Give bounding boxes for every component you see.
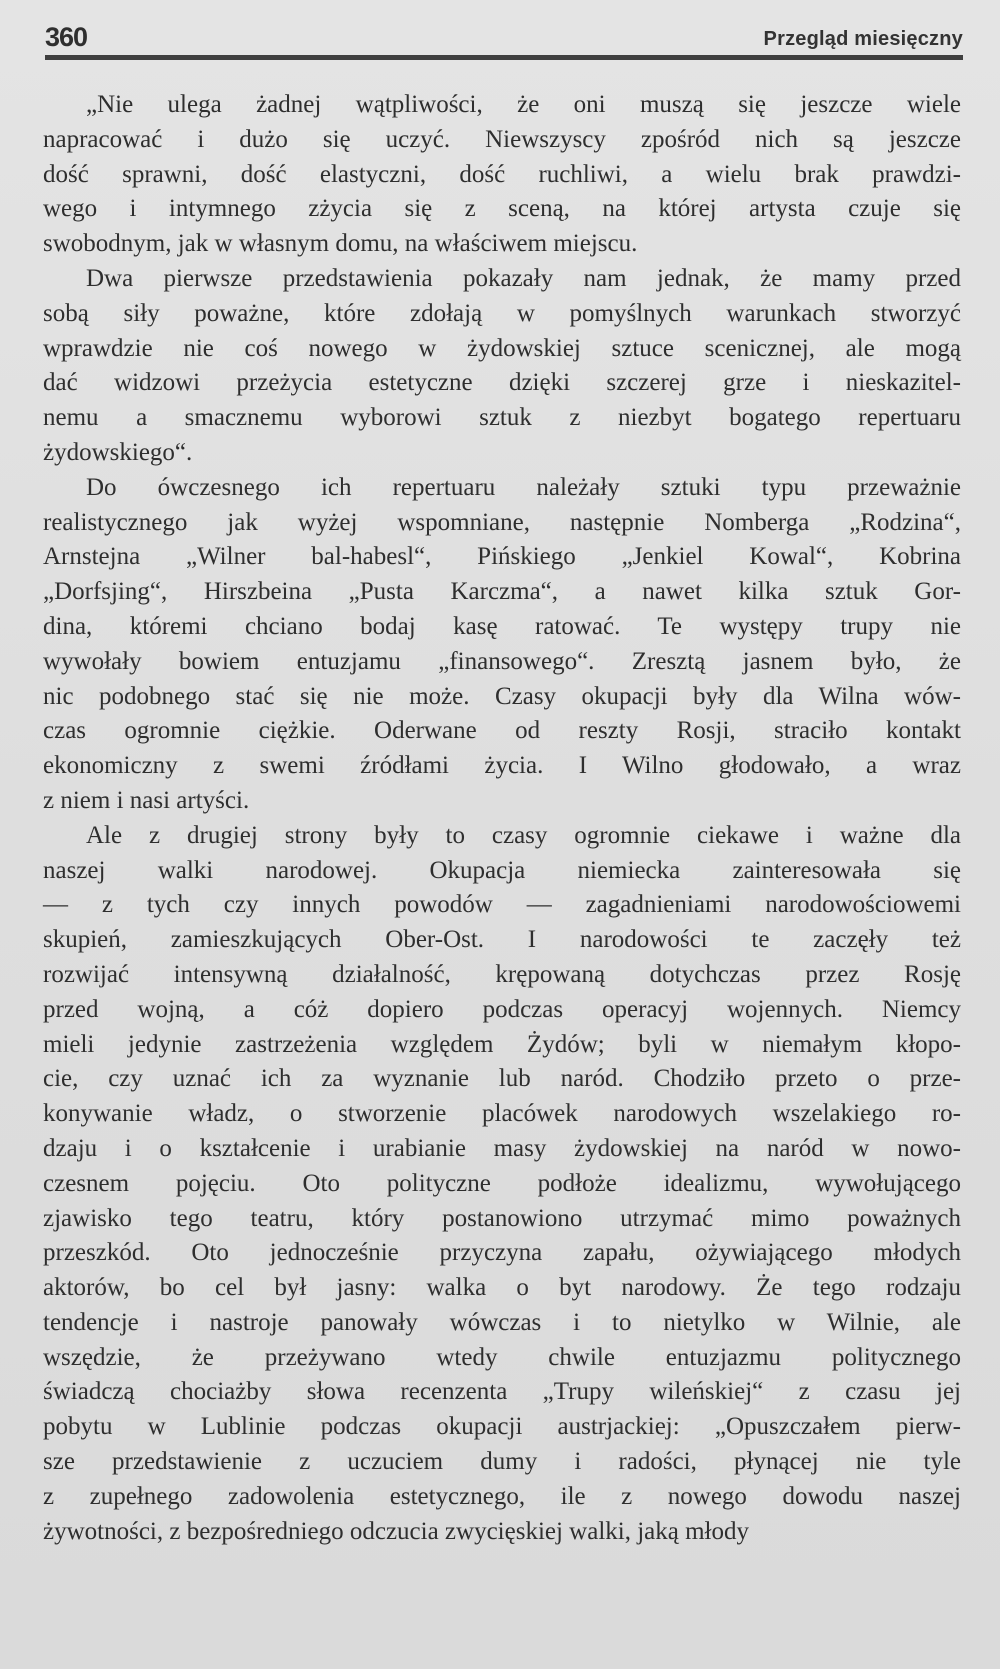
text-line: swobodnym, jak w własnym domu, na właściwem miejscu. xyxy=(43,230,638,258)
text-line: nic podobnego stać się nie może. Czasy okupacji były dla Wilna wów- xyxy=(43,682,961,710)
text-line: naszej walki narodowej. Okupacja niemiecka zainteresowała się xyxy=(43,856,961,884)
text-line: Arnstejna „Wilner bal-habesl“, Pińskiego „Jenkiel Kowal“, Kobrina xyxy=(43,543,961,571)
text-line: zjawisko tego teatru, który postanowiono utrzymać mimo poważnych xyxy=(43,1204,961,1232)
paragraph xyxy=(43,88,961,262)
text-line: dość sprawni, dość elastyczni, dość ruchliwi, a wielu brak prawdzi- xyxy=(43,160,961,188)
text-line: wego i intymnego zżycia się z sceną, na której artysta czuje się xyxy=(43,195,961,223)
text-line: rozwijać intensywną działalność, krępowaną dotychczas przez Rosję xyxy=(43,960,961,988)
text-line: sobą siły poważne, które zdołają w pomyślnych warunkach stworzyć xyxy=(43,299,961,327)
page-number: 360 xyxy=(45,22,88,52)
text-line: wszędzie, że przeżywano wtedy chwile entuzjazmu politycznego xyxy=(43,1343,961,1371)
text-line: konywanie władz, o stworzenie placówek narodowych wszelakiego ro- xyxy=(43,1100,961,1128)
text-line: pobytu w Lublinie podczas okupacji austrjackiej: „Opuszczałem pierw- xyxy=(43,1413,961,1441)
text-line: sze przedstawienie z uczuciem dumy i radości, płynącej nie tyle xyxy=(43,1448,961,1476)
text-line: Ale z drugiej strony były to czasy ogromnie ciekawe i ważne dla xyxy=(86,821,961,849)
text-line: mieli jedynie zastrzeżenia względem Żydów; byli w niemałym kłopo- xyxy=(43,1030,961,1058)
paragraph xyxy=(43,471,961,819)
text-line: dzaju i o kształcenie i urabianie masy żydowskiej na naród w nowo- xyxy=(43,1134,961,1162)
text-line: dina, któremi chciano bodaj kasę ratować. Te występy trupy nie xyxy=(43,612,961,640)
text-line: realistycznego jak wyżej wspomniane, następnie Nomberga „Rodzina“, xyxy=(43,508,961,536)
text-line: czas ogromnie ciężkie. Oderwane od reszty Rosji, straciło kontakt xyxy=(43,717,961,745)
text-line: „Nie ulega żadnej wątpliwości, że oni muszą się jeszcze wiele xyxy=(86,91,961,118)
text-line: przeszkód. Oto jednocześnie przyczyna zapału, ożywiającego młodych xyxy=(43,1239,961,1267)
paragraph xyxy=(43,262,961,471)
text-line: ekonomiczny z swemi źródłami życia. I Wilno głodowało, a wraz xyxy=(43,752,961,780)
text-line: nemu a smacznemu wyborowi sztuk z niezbyt bogatego repertuaru xyxy=(43,404,961,432)
text-line: dać widzowi przeżycia estetyczne dzięki szczerej grze i nieskazitel- xyxy=(43,369,961,397)
text-line: skupień, zamieszkujących Ober-Ost. I narodowości te zaczęły też xyxy=(43,926,961,954)
text-line: z niem i nasi artyści. xyxy=(43,786,250,814)
text-line: wprawdzie nie coś nowego w żydowskiej sztuce scenicznej, ale mogą xyxy=(43,334,961,362)
text-line: świadczą chociażby słowa recenzenta „Trupy wileńskiej“ z czasu jej xyxy=(43,1378,961,1406)
text-line: żydowskiego“. xyxy=(43,438,193,466)
text-line: z zupełnego zadowolenia estetycznego, ile z nowego dowodu naszej xyxy=(43,1482,961,1510)
text-line: przed wojną, a cóż dopiero podczas operacyj wojennych. Niemcy xyxy=(43,995,961,1023)
text-line: Do ówczesnego ich repertuaru należały sztuki typu przeważnie xyxy=(86,473,961,501)
text-line: — z tych czy innych powodów — zagadnieniami narodowościowemi xyxy=(43,891,961,919)
text-line: czesnem pojęciu. Oto polityczne podłoże idealizmu, wywołującego xyxy=(43,1169,961,1197)
text-line: „Dorfsjing“, Hirszbeina „Pusta Karczma“, a nawet kilka sztuk Gor- xyxy=(43,578,961,606)
text-line: aktorów, bo cel był jasny: walka o byt narodowy. Że tego rodzaju xyxy=(43,1274,961,1302)
paragraph xyxy=(43,819,961,1550)
text-line: tendencje i nastroje panowały wówczas i to nietylko w Wilnie, ale xyxy=(43,1308,961,1336)
text-line: wywołały bowiem entuzjamu „finansowego“. Zresztą jasnem było, że xyxy=(43,647,961,675)
text-line: żywotności, z bezpośredniego odczucia zwycięskiej walki, jaką młody xyxy=(43,1517,750,1545)
header-rule xyxy=(45,55,963,60)
text-line: cie, czy uznać ich za wyznanie lub naród. Chodziło przeto o prze- xyxy=(43,1065,961,1093)
page-header xyxy=(45,22,963,58)
running-title: Przegląd miesięczny xyxy=(763,28,963,50)
text-line: napracować i dużo się uczyć. Niewszyscy zpośród nich są jeszcze xyxy=(43,125,961,153)
body-text xyxy=(43,88,961,1549)
text-line: Dwa pierwsze przedstawienia pokazały nam jednak, że mamy przed xyxy=(86,264,961,292)
